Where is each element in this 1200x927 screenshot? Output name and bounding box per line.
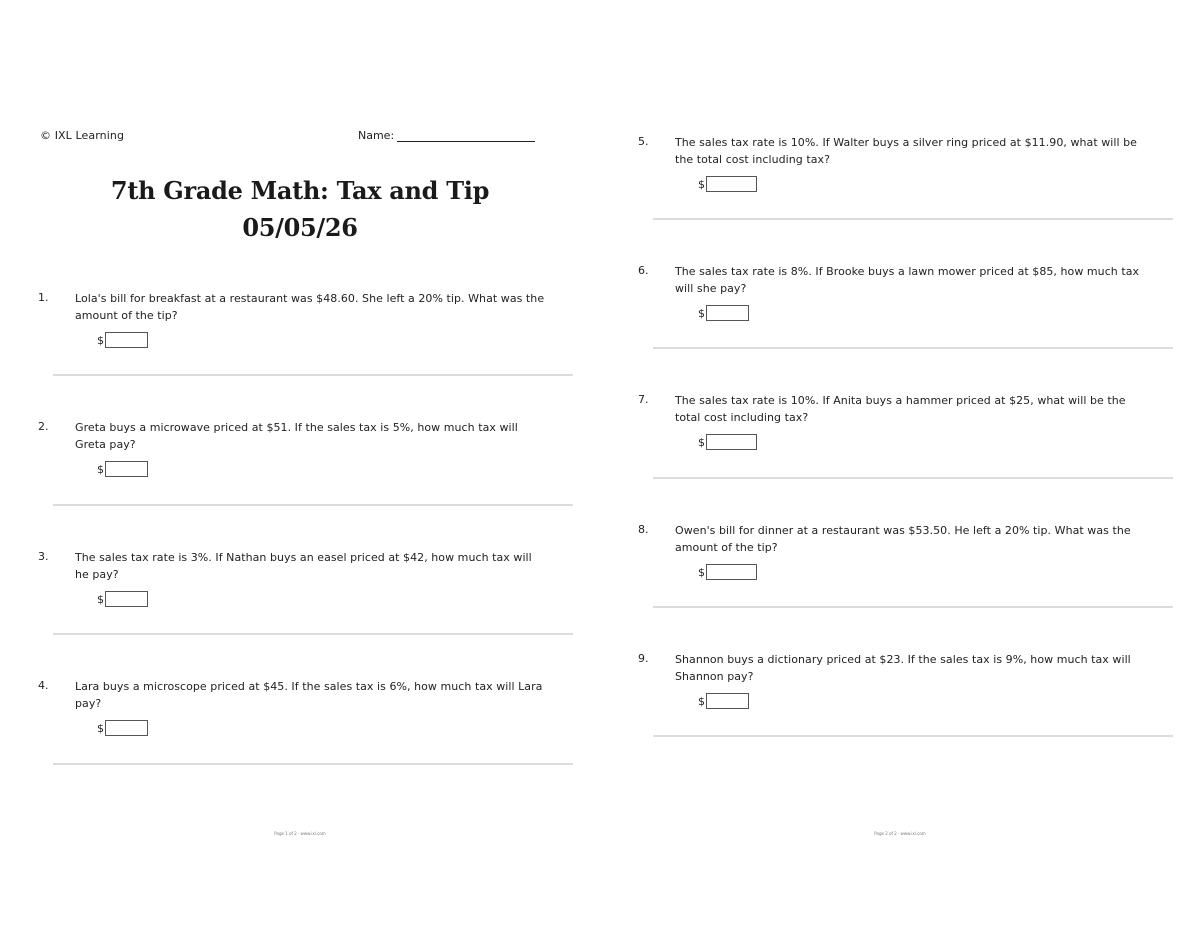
problem-number: 7. [638, 393, 649, 406]
problem-divider [653, 347, 1173, 349]
answer-area [698, 176, 757, 192]
problem-number: 8. [638, 523, 649, 536]
problem-divider [653, 606, 1173, 608]
answer-area [698, 305, 749, 321]
currency-symbol: $ [698, 435, 705, 449]
currency-symbol: $ [698, 565, 705, 579]
answer-area [97, 720, 148, 736]
currency-symbol: $ [698, 694, 705, 708]
problem-number: 2. [38, 420, 49, 433]
answer-box[interactable] [706, 305, 749, 321]
problem-text: Greta buys a microwave priced at $51. If the sales tax is 5%, how much tax will Greta pay? [75, 421, 518, 451]
answer-area [698, 564, 757, 580]
copyright-text: © IXL Learning [40, 129, 125, 142]
title-date: 05/05/26 [242, 213, 358, 242]
problem-text: Owen's bill for dinner at a restaurant was $53.50. He left a 20% tip. What was the amount of the tip? [675, 524, 1131, 554]
problem-divider [53, 374, 573, 376]
currency-symbol: $ [97, 721, 104, 735]
answer-area [698, 693, 749, 709]
problem-number: 1. [38, 291, 49, 304]
title-line: 7th Grade Math: Tax and Tip [110, 176, 490, 205]
problem-text: The sales tax rate is 3%. If Nathan buys an easel priced at $42, how much tax will he pay? [75, 551, 532, 581]
problem-divider [53, 633, 573, 635]
name-label: Name: [358, 129, 395, 142]
problem-divider [653, 477, 1173, 479]
answer-box[interactable] [105, 720, 148, 736]
currency-symbol: $ [97, 462, 104, 476]
problem-text: Shannon buys a dictionary priced at $23. If the sales tax is 9%, how much tax will Shannon pay? [675, 653, 1131, 683]
problem-number: 6. [638, 264, 649, 277]
answer-area [97, 591, 148, 607]
problem-divider [653, 218, 1173, 220]
page-footer: Page 1 of 2 · www.ixl.com [274, 831, 326, 836]
problem-divider [53, 504, 573, 506]
problem-text: The sales tax rate is 10%. If Anita buys a hammer priced at $25, what will be the total cost including tax? [675, 394, 1126, 424]
answer-box[interactable] [706, 693, 749, 709]
answer-box[interactable] [105, 461, 148, 477]
problem-number: 9. [638, 652, 649, 665]
problem-text: Lara buys a microscope priced at $45. If the sales tax is 6%, how much tax will Lara pay? [75, 680, 543, 710]
currency-symbol: $ [97, 333, 104, 347]
problem-divider [53, 763, 573, 765]
answer-box[interactable] [706, 564, 757, 580]
answer-box[interactable] [706, 434, 757, 450]
problem-text: Lola's bill for breakfast at a restaurant was $48.60. She left a 20% tip. What was the amount of the tip? [75, 292, 545, 322]
worksheet-title [40, 172, 560, 246]
name-field-area [358, 129, 535, 142]
problem-number: 3. [38, 550, 49, 563]
answer-area [698, 434, 757, 450]
currency-symbol: $ [698, 177, 705, 191]
problem-number: 5. [638, 135, 649, 148]
worksheet-page-right [600, 0, 1200, 927]
problem-text: The sales tax rate is 8%. If Brooke buys a lawn mower priced at $85, how much tax will she pay? [675, 265, 1140, 295]
answer-area [97, 332, 148, 348]
page-footer: Page 2 of 2 · www.ixl.com [874, 831, 926, 836]
answer-box[interactable] [105, 332, 148, 348]
answer-box[interactable] [105, 591, 148, 607]
answer-area [97, 461, 148, 477]
answer-box[interactable] [706, 176, 757, 192]
problem-number: 4. [38, 679, 49, 692]
problem-divider [653, 735, 1173, 737]
currency-symbol: $ [97, 592, 104, 606]
problem-text: The sales tax rate is 10%. If Walter buys a silver ring priced at $11.90, what will be the total cost including tax? [675, 136, 1138, 166]
name-blank-line[interactable] [397, 129, 535, 142]
currency-symbol: $ [698, 306, 705, 320]
